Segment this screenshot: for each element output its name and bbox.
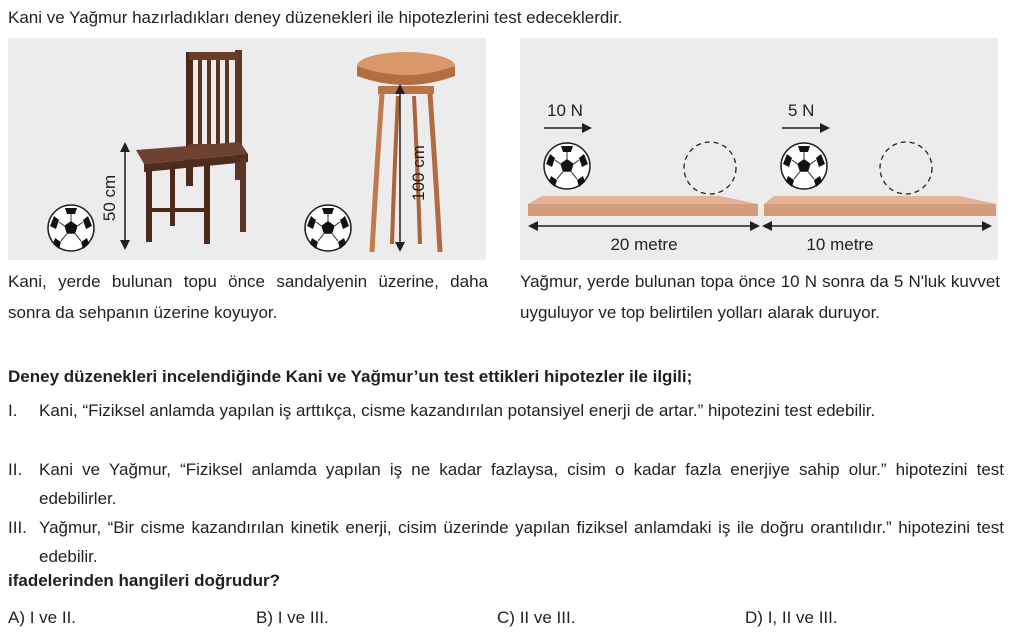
- ask-text: ifadelerinden hangileri doğrudur?: [8, 571, 281, 590]
- ramp-2: [764, 196, 996, 216]
- option-letter: B): [256, 608, 273, 627]
- option-letter: D): [745, 608, 763, 627]
- left-experiment-panel: [8, 38, 486, 260]
- statement-text: Kani, “Fiziksel anlamda yapılan iş arttıkça, cisme kazandırılan potansiyel enerji de artar.” hipotezini test edebilir.: [39, 401, 876, 420]
- statement-2: [8, 455, 1004, 513]
- statement-number: III.: [8, 518, 27, 537]
- statement-3: [8, 513, 1004, 571]
- option-text: II ve III.: [519, 608, 576, 627]
- option-a[interactable]: [8, 608, 76, 628]
- option-b[interactable]: [256, 608, 329, 628]
- table-height-dimension: [395, 84, 428, 252]
- ramp-1: [528, 196, 758, 216]
- statement-1: [8, 396, 1004, 454]
- force2-label: 5 N: [788, 101, 815, 120]
- dimension-arrow-icon: [528, 221, 992, 231]
- option-d[interactable]: [745, 608, 838, 628]
- chair-icon: [136, 50, 248, 244]
- right-caption: Yağmur, yerde bulunan topa önce 10 N sonra da 5 N'luk kuvvet uyguluyor ve top belirtilen yolları alarak duruyor.: [520, 272, 1000, 322]
- table-height-label: 100 cm: [409, 145, 428, 201]
- statement-number: I.: [8, 401, 18, 420]
- option-c[interactable]: [497, 608, 575, 628]
- dashed-circle-icon: [684, 142, 736, 194]
- force-arrow-icon: [782, 123, 830, 133]
- distance2-label: 10 metre: [806, 235, 874, 254]
- statement-number: II.: [8, 460, 23, 479]
- left-caption: Kani, yerde bulunan topu önce sandalyenin üzerine, daha sonra da sehpanın üzerine koyuyor.: [8, 272, 488, 322]
- force1-label: 10 N: [547, 101, 583, 120]
- soccer-ball-icon: [544, 143, 590, 189]
- right-experiment-panel: [520, 38, 998, 260]
- option-text: I ve III.: [277, 608, 329, 627]
- option-letter: A): [8, 608, 25, 627]
- side-table-icon: [357, 52, 455, 252]
- soccer-ball-icon: [305, 205, 351, 251]
- statement-text: Kani ve Yağmur, “Fiziksel anlamda yapılan iş ne kadar fazlaysa, cisim o kadar fazla enerjiye sahip olur.” hipotezini test edebilirler.: [39, 460, 1004, 508]
- option-letter: C): [497, 608, 515, 627]
- chair-height-label: 50 cm: [100, 174, 119, 222]
- distance1-label: 20 metre: [610, 235, 678, 254]
- soccer-ball-icon: [781, 143, 827, 189]
- option-text: I ve II.: [29, 608, 77, 627]
- dashed-circle-icon: [880, 142, 932, 194]
- question-text: Deney düzenekleri incelendiğinde Kani ve Yağmur’un test ettikleri hipotezler ile ilgili;: [8, 367, 693, 386]
- intro-text: Kani ve Yağmur hazırladıkları deney düzenekleri ile hipotezlerini test edeceklerdir.: [8, 8, 623, 27]
- option-text: I, II ve III.: [767, 608, 838, 627]
- soccer-ball-icon: [48, 205, 94, 251]
- force-arrow-icon: [544, 123, 592, 133]
- chair-height-dimension: [100, 142, 130, 250]
- statement-text: Yağmur, “Bir cisme kazandırılan kinetik enerji, cisim üzerinde yapılan fiziksel anlamdaki iş ile doğru orantılıdır.” hipotezini test edebilir.: [39, 518, 1004, 566]
